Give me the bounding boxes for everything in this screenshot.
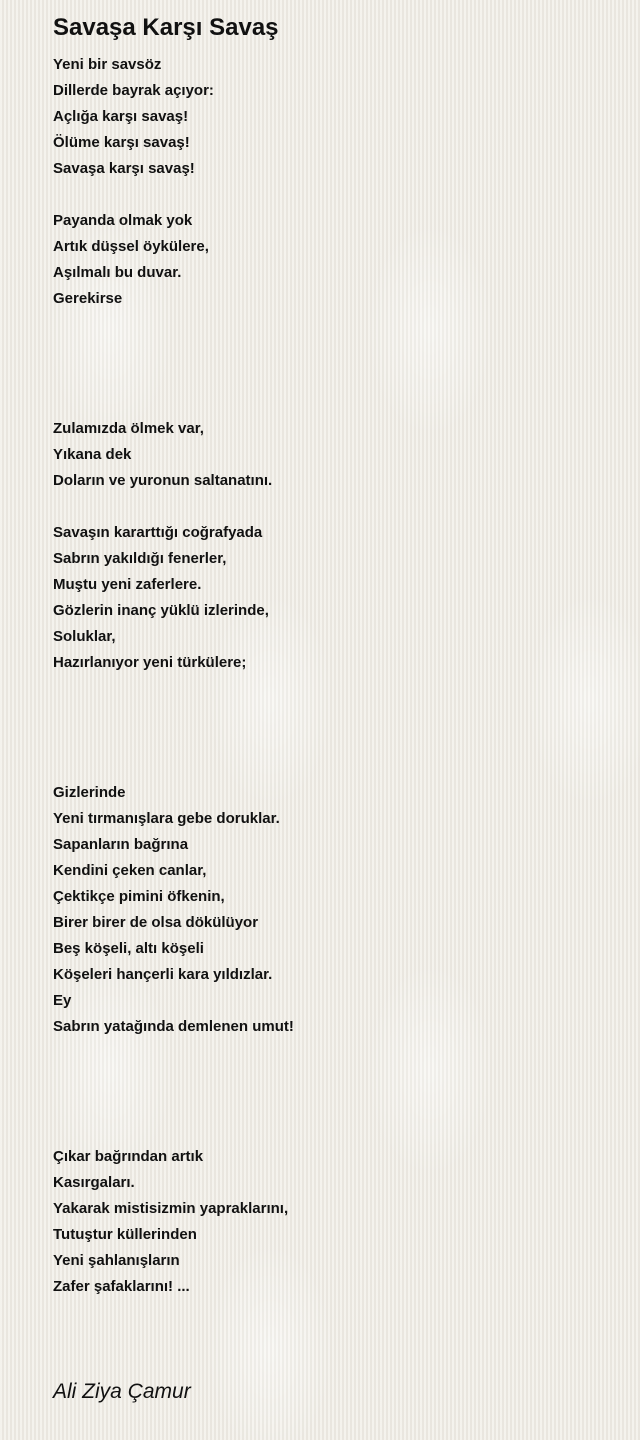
- poem-title: Savaşa Karşı Savaş: [53, 14, 279, 41]
- poem-line: Ölüme karşı savaş!: [53, 134, 190, 151]
- poem-line: Artık düşsel öykülere,: [53, 238, 209, 255]
- poem-line: Köşeleri hançerli kara yıldızlar.: [53, 966, 273, 983]
- stanza-gap: [53, 182, 623, 208]
- poem-line: Soluklar,: [53, 628, 116, 645]
- poem-line: Savaşa karşı savaş!: [53, 160, 195, 177]
- poem-line: Kasırgaları.: [53, 1174, 135, 1191]
- poem-line: Çektikçe pimini öfkenin,: [53, 888, 225, 905]
- stanza-gap: [53, 1092, 623, 1118]
- poem-author: Ali Ziya Çamur: [53, 1380, 191, 1403]
- poem-line: Zulamızda ölmek var,: [53, 420, 204, 437]
- stanza-gap: [53, 1040, 623, 1066]
- stanza-gap: [53, 1118, 623, 1144]
- stanza-gap: [53, 1066, 623, 1092]
- stanza-gap: [53, 338, 623, 364]
- poem-line: Sapanların bağrına: [53, 836, 189, 853]
- poem-line: Hazırlanıyor yeni türkülere;: [53, 654, 247, 671]
- poem-line: Kendini çeken canlar,: [53, 862, 207, 879]
- poem-line: Dillerde bayrak açıyor:: [53, 82, 214, 99]
- poem-line: Birer birer de olsa dökülüyor: [53, 914, 259, 931]
- poem-line: Açlığa karşı savaş!: [53, 108, 189, 125]
- poem-line: Muştu yeni zaferlere.: [53, 576, 202, 593]
- poem-line: Savaşın kararttığı coğrafyada: [53, 524, 263, 541]
- poem-line: Gizlerinde: [53, 784, 126, 801]
- poem-line: Sabrın yakıldığı fenerler,: [53, 550, 227, 567]
- poem-line: Yıkana dek: [53, 446, 132, 463]
- stanza-gap: [53, 494, 623, 520]
- stanza-gap: [53, 676, 623, 702]
- poem-line: Doların ve yuronun saltanatını.: [53, 472, 273, 489]
- poem-line: Yeni şahlanışların: [53, 1252, 180, 1269]
- stanza-gap: [53, 312, 623, 338]
- poem-line: Ey: [53, 992, 72, 1009]
- poem-line: Tutuştur küllerinden: [53, 1226, 197, 1243]
- poem-line: Gerekirse: [53, 290, 123, 307]
- stanza-gap: [53, 754, 623, 780]
- stanza-gap: [53, 390, 623, 416]
- poem-body: [53, 52, 623, 1300]
- poem-line: Beş köşeli, altı köşeli: [53, 940, 204, 957]
- poem-line: Gözlerin inanç yüklü izlerinde,: [53, 602, 269, 619]
- poem-line: Yeni bir savsöz: [53, 56, 162, 73]
- poem-line: Aşılmalı bu duvar.: [53, 264, 182, 281]
- poem-line: Yakarak mistisizmin yapraklarını,: [53, 1200, 289, 1217]
- stanza-gap: [53, 728, 623, 754]
- poem-line: Payanda olmak yok: [53, 212, 193, 229]
- poem-line: Yeni tırmanışlara gebe doruklar.: [53, 810, 280, 827]
- stanza-gap: [53, 702, 623, 728]
- poem-line: Zafer şafaklarını! ...: [53, 1278, 190, 1295]
- stanza-gap: [53, 364, 623, 390]
- poem-line: Çıkar bağrından artık: [53, 1148, 204, 1165]
- poem-line: Sabrın yatağında demlenen umut!: [53, 1018, 294, 1035]
